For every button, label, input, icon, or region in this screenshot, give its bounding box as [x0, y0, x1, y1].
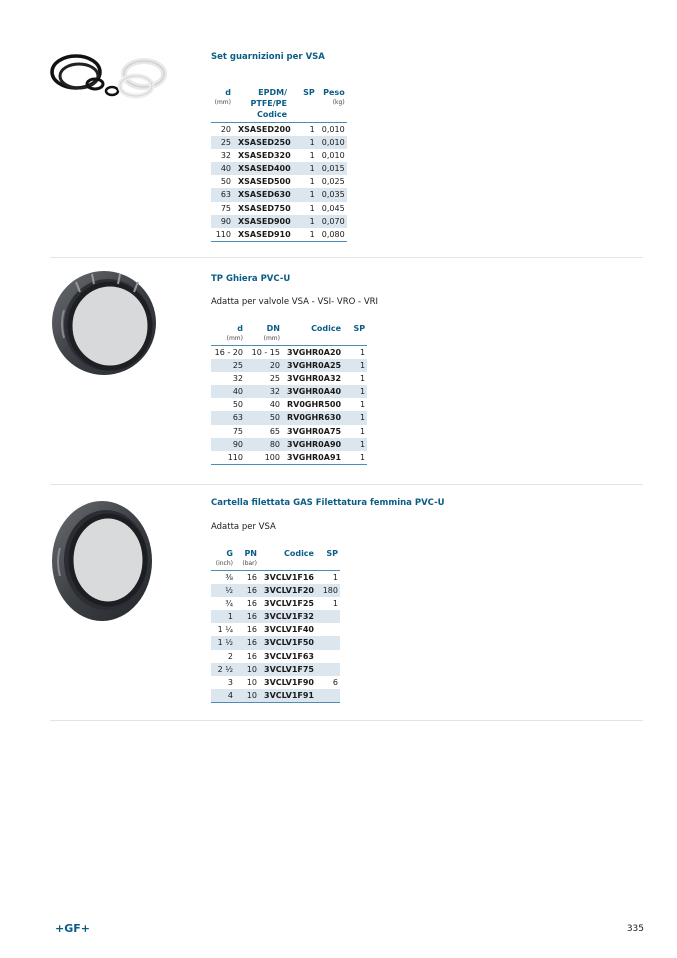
table-cell: 20: [245, 359, 282, 372]
union-nut-table: [211, 323, 367, 465]
table-cell: 1: [359, 374, 366, 384]
table-cell: 10: [235, 663, 259, 676]
table-cell: 16: [235, 636, 259, 649]
table-cell: 40: [211, 385, 245, 398]
table-row: [211, 162, 347, 175]
table-cell: 0,015: [317, 162, 347, 175]
table-cell: 2 ½: [211, 663, 235, 676]
table-cell: 1: [343, 451, 367, 465]
table-cell: 0,010: [317, 136, 347, 149]
table-cell: 110: [211, 228, 233, 242]
table-cell: 63: [211, 188, 233, 201]
table-cell: 3VCLV1F20: [259, 584, 316, 597]
column-header: Codice: [311, 324, 342, 333]
table-cell: 3: [227, 677, 233, 687]
table-cell: 6: [332, 677, 338, 687]
gf-logo: +GF+: [55, 922, 90, 935]
table-cell: 40: [211, 162, 233, 175]
table-row: [211, 411, 367, 424]
table-cell: 1: [293, 188, 317, 201]
table-cell: 3VCLV1F50: [259, 636, 316, 649]
table-cell: 100: [245, 451, 282, 465]
table-cell: 50: [220, 177, 231, 187]
table-cell: 25: [211, 136, 233, 149]
table-cell: 20: [211, 122, 233, 136]
table-cell: 3VGHR0A91: [282, 451, 343, 465]
table-cell: XSASED400: [233, 162, 293, 175]
table-cell: 3VGHR0A25: [282, 359, 343, 372]
table-row: [211, 359, 367, 372]
table-cell: 1: [343, 359, 367, 372]
threaded-flange-table: [211, 548, 340, 703]
table-row: [211, 385, 367, 398]
table-cell: 3VCLV1F25: [264, 599, 314, 609]
table-cell: 1: [293, 136, 317, 149]
table-cell: 1: [359, 426, 366, 436]
section-title: Cartella filettata GAS Filettatura femmina PVC-U: [211, 498, 445, 508]
table-row: [211, 215, 347, 228]
table-cell: 1: [343, 385, 367, 398]
column-header: Codice: [283, 549, 314, 558]
table-cell: XSASED320: [238, 151, 291, 161]
table-cell: 90: [211, 438, 245, 451]
table-cell: 25: [269, 374, 280, 384]
table-cell: 10: [235, 689, 259, 703]
table-cell: 16: [235, 584, 259, 597]
section-title: Set guarnizioni per VSA: [211, 52, 325, 62]
column-header: d (mm): [214, 88, 231, 106]
table-cell: 3VCLV1F16: [259, 570, 316, 584]
table-cell: 0,070: [317, 215, 347, 228]
table-cell: 1: [309, 177, 315, 187]
table-cell: [316, 689, 340, 703]
table-cell: 3VGHR0A20: [282, 345, 343, 359]
table-cell: 32: [245, 385, 282, 398]
table-row: [211, 451, 367, 465]
table-row: [211, 228, 347, 242]
table-row: [211, 623, 340, 636]
table-row: [211, 136, 347, 149]
table-cell: ¾: [225, 599, 233, 609]
table-row: [211, 425, 367, 438]
table-cell: 50: [245, 411, 282, 424]
table-row: [211, 438, 367, 451]
table-cell: ½: [211, 584, 235, 597]
table-cell: 1: [293, 228, 317, 242]
table-cell: 1: [343, 438, 367, 451]
table-cell: 10: [246, 677, 257, 687]
union-nut-image: [50, 270, 158, 376]
page-number: 335: [626, 924, 644, 934]
table-cell: 0,010: [317, 122, 347, 136]
table-cell: 75: [220, 203, 231, 213]
table-row: [211, 650, 340, 663]
column-header: EPDM/ PTFE/PE Codice: [250, 88, 287, 119]
table-cell: 180: [316, 584, 340, 597]
table-cell: 0,035: [317, 188, 347, 201]
column-header: SP: [326, 549, 338, 558]
table-row: [211, 188, 347, 201]
table-row: [211, 122, 347, 136]
table-row: [211, 597, 340, 610]
section-divider: [50, 257, 643, 258]
table-cell: 3VCLV1F75: [259, 663, 316, 676]
table-cell: 0,045: [321, 203, 345, 213]
table-cell: 4: [211, 689, 235, 703]
section-subtitle: Adatta per valvole VSA - VSI- VRO - VRI: [211, 297, 379, 307]
table-cell: 75: [232, 426, 243, 436]
table-cell: 1: [309, 151, 315, 161]
table-cell: 25: [211, 359, 245, 372]
section-divider: [50, 720, 643, 721]
table-cell: 10 - 15: [245, 345, 282, 359]
table-cell: XSASED250: [233, 136, 293, 149]
table-cell: 40: [269, 400, 280, 410]
column-header: G (inch): [215, 549, 233, 567]
table-cell: 50: [232, 400, 243, 410]
table-cell: RV0GHR630: [282, 411, 343, 424]
table-cell: 1: [343, 411, 367, 424]
table-row: [211, 584, 340, 597]
gasket-table: [211, 87, 347, 242]
table-row: [211, 149, 347, 162]
table-cell: 16: [246, 625, 257, 635]
table-cell: [316, 650, 340, 663]
table-cell: 3VGHR0A40: [282, 385, 343, 398]
section-title: TP Ghiera PVC-U: [211, 274, 291, 284]
column-header: SP: [353, 324, 366, 333]
gasket-set-image: [48, 48, 172, 106]
table-cell: 32: [220, 151, 231, 161]
table-cell: 16: [235, 570, 259, 584]
table-cell: [316, 663, 340, 676]
column-header: SP: [303, 88, 315, 97]
table-cell: 16: [246, 599, 257, 609]
table-cell: XSASED200: [233, 122, 293, 136]
table-cell: 0,025: [321, 177, 345, 187]
table-cell: 3VGHR0A75: [287, 426, 342, 436]
table-cell: XSASED630: [233, 188, 293, 201]
table-cell: 3VCLV1F91: [259, 689, 316, 703]
table-row: [211, 610, 340, 623]
table-cell: 3VGHR0A32: [287, 374, 342, 384]
section-divider: [50, 484, 643, 485]
table-cell: 16 - 20: [211, 345, 245, 359]
table-cell: XSASED500: [238, 177, 291, 187]
table-cell: 16: [246, 651, 257, 661]
table-cell: 32: [232, 374, 243, 384]
table-cell: 1: [316, 570, 340, 584]
table-row: [211, 202, 347, 215]
table-cell: 1: [359, 400, 366, 410]
table-cell: 3VGHR0A90: [282, 438, 343, 451]
table-row: [211, 398, 367, 411]
table-row: [211, 372, 367, 385]
table-cell: 1: [293, 215, 317, 228]
table-cell: 110: [211, 451, 245, 465]
table-row: [211, 175, 347, 188]
table-cell: 1: [293, 122, 317, 136]
table-cell: XSASED910: [233, 228, 293, 242]
table-cell: 80: [245, 438, 282, 451]
table-cell: XSASED900: [233, 215, 293, 228]
table-cell: 1: [309, 203, 315, 213]
table-cell: 1: [293, 162, 317, 175]
table-cell: [316, 610, 340, 623]
column-header: DN (mm): [263, 324, 280, 342]
table-cell: 16: [235, 610, 259, 623]
table-cell: 0,080: [317, 228, 347, 242]
table-cell: 3VCLV1F90: [264, 677, 314, 687]
table-cell: 1: [211, 610, 235, 623]
table-cell: 3VCLV1F40: [264, 625, 314, 635]
table-cell: 3VCLV1F63: [264, 651, 314, 661]
table-row: [211, 636, 340, 649]
column-header: PN (bar): [242, 549, 257, 567]
table-cell: RV0GHR500: [287, 400, 342, 410]
table-cell: 1 ½: [211, 636, 235, 649]
table-row: [211, 676, 340, 689]
table-cell: [316, 636, 340, 649]
column-header: d (mm): [226, 324, 243, 342]
column-header: Peso (kg): [323, 88, 345, 106]
section-subtitle: Adatta per VSA: [211, 522, 276, 532]
table-cell: 1: [343, 345, 367, 359]
table-cell: 0,010: [321, 151, 345, 161]
table-cell: 90: [211, 215, 233, 228]
table-row: [211, 689, 340, 703]
table-cell: 1 ¼: [217, 625, 233, 635]
table-cell: XSASED750: [238, 203, 291, 213]
table-cell: 1: [332, 599, 338, 609]
table-row: [211, 663, 340, 676]
table-row: [211, 345, 367, 359]
table-cell: 2: [227, 651, 233, 661]
table-cell: 63: [211, 411, 245, 424]
threaded-flange-image: [50, 498, 156, 624]
table-cell: 65: [269, 426, 280, 436]
table-cell: ⅜: [211, 570, 235, 584]
table-row: [211, 570, 340, 584]
table-cell: 3VCLV1F32: [259, 610, 316, 623]
table-cell: [316, 623, 340, 636]
